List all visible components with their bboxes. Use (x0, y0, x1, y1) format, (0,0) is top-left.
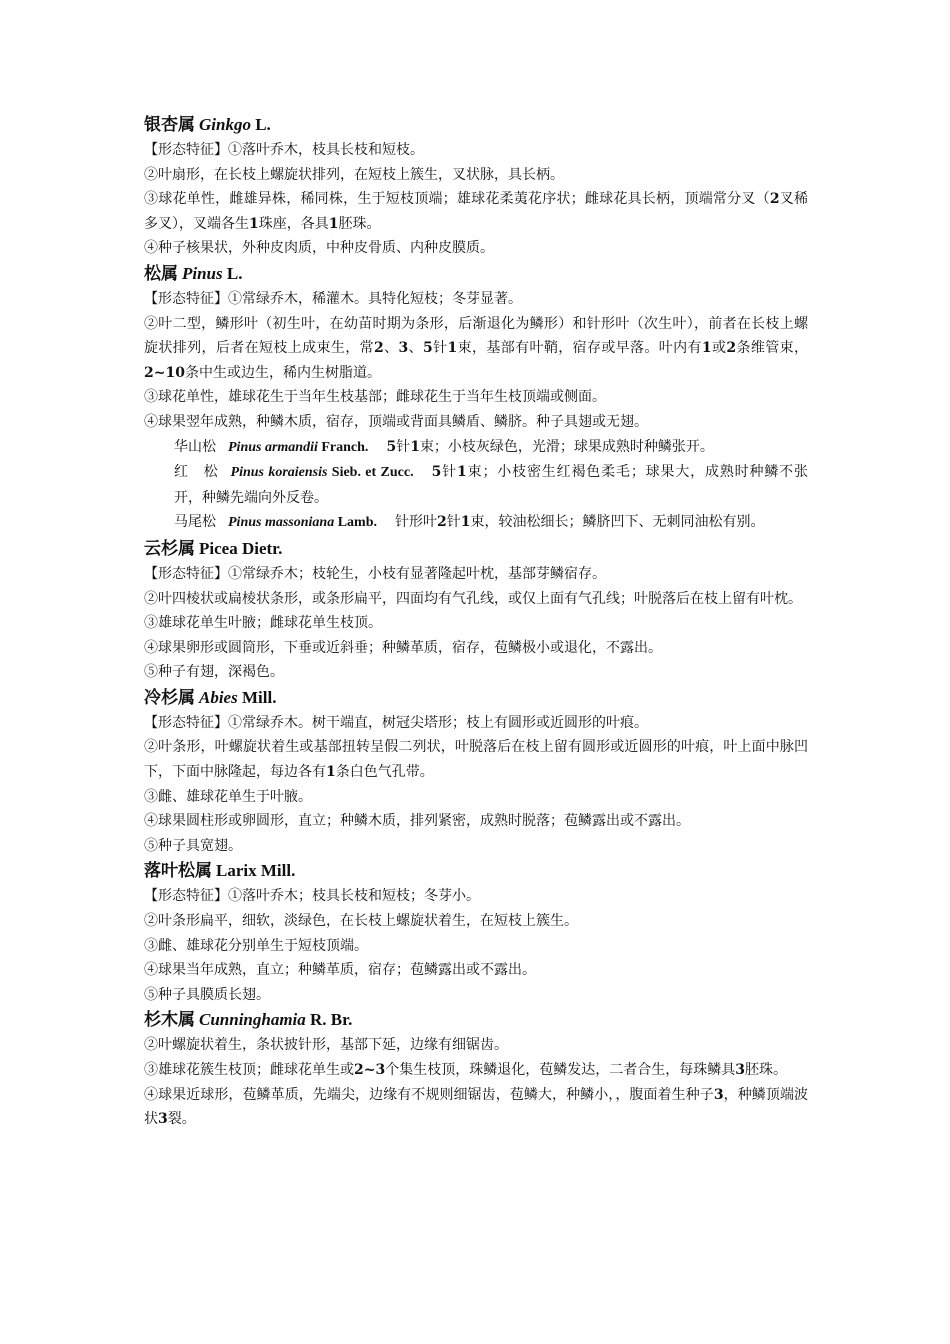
species-name-latin: Pinus massoniana Lamb. (228, 515, 378, 531)
species-description: 5针1束；小枝灰绿色，光滑；球果成熟时种鳞张开。 (386, 438, 714, 455)
genus-heading (144, 261, 808, 287)
species-description: 针形叶2针1束，较油松细长；鳞脐凹下、无刺同油松有别。 (395, 514, 765, 531)
trait-paragraph: ②叶螺旋状着生，条状披针形，基部下延，边缘有细锯齿。 (144, 1037, 508, 1054)
genus-heading (144, 112, 808, 138)
genus-heading (144, 1007, 808, 1033)
trait-paragraph: ②叶条形扁平，细软，淡绿色，在长枝上螺旋状着生，在短枝上簇生。 (144, 913, 578, 930)
genus-name-cn: 冷杉属 (144, 687, 195, 708)
trait-paragraph: ④球果翌年成熟，种鳞木质，宿存，顶端或背面具鳞盾、鳞脐。种子具翅或无翅。 (144, 413, 648, 430)
species-name-latin: Pinus armandii Franch. (228, 439, 369, 455)
trait-paragraph: ④种子核果状，外种皮肉质，中种皮骨质、内种皮膜质。 (144, 240, 494, 257)
genus-name-cn: 云杉属 (144, 538, 195, 559)
genus-name-cn: 银杏属 (144, 115, 195, 135)
species-name-latin: Pinus koraiensis Sieb. et Zucc. (230, 465, 414, 481)
genus-name-latin: Cunninghamia R. Br. (199, 1010, 353, 1030)
species-name-cn: 红 松 (174, 464, 219, 481)
trait-paragraph: ③球花单性，雌雄异株，稀同株，生于短枝顶端；雄球花柔荑花序状；雌球花具长柄，顶端常分叉（2叉稀多叉），叉端各生1珠座，各具1胚珠。 (144, 191, 809, 232)
trait-paragraph: ④球果卵形或圆筒形，下垂或近斜垂；种鳞革质，宿存，苞鳞极小或退化，不露出。 (144, 639, 662, 656)
species-entry (174, 435, 808, 461)
trait-paragraph: ④球果圆柱形或卵圆形，直立；种鳞木质，排列紧密，成熟时脱落；苞鳞露出或不露出。 (144, 813, 690, 830)
trait-paragraph: ③雄球花簇生枝顶；雌球花单生或2~3个集生枝顶，珠鳞退化，苞鳞发达，二者合生，每珠鳞具3胚珠。 (144, 1062, 787, 1078)
genus-heading (144, 536, 808, 562)
trait-paragraph: ③雌、雄球花单生于叶腋。 (144, 788, 312, 805)
trait-paragraph: ②叶四棱状或扁棱状条形，或条形扁平，四面均有气孔线，或仅上面有气孔线；叶脱落后在枝上留有叶枕。 (144, 590, 802, 607)
trait-paragraph: ③雌、雄球花分别单生于短枝顶端。 (144, 937, 368, 954)
document-page (144, 112, 808, 1132)
species-name-cn: 华山松 (174, 438, 216, 455)
trait-paragraph: ②叶条形，叶螺旋状着生或基部扭转呈假二列状，叶脱落后在枝上留有圆形或近圆形的叶痕，叶上面中脉凹下，下面中脉隆起，每边各有1条白色气孔带。 (144, 739, 808, 781)
genus-name-latin: Pinus L. (182, 263, 243, 283)
genus-name-latin: Picea Dietr. (199, 538, 283, 558)
trait-paragraph: 【形态特征】①常绿乔木，稀灌木。具特化短枝；冬芽显著。 (144, 290, 522, 307)
genus-name-cn: 松属 (144, 263, 178, 284)
genus-name-latin: Larix Mill. (216, 861, 296, 881)
genus-name-latin: Abies Mill. (199, 687, 277, 707)
trait-paragraph: ④球果当年成熟，直立；种鳞革质，宿存；苞鳞露出或不露出。 (144, 962, 536, 979)
species-entry (174, 510, 808, 536)
species-description: 5针1束；小枝密生红褐色柔毛；球果大，成熟时种鳞不张开，种鳞先端向外反卷。 (174, 464, 809, 506)
trait-paragraph: ③雄球花单生叶腋；雌球花单生枝顶。 (144, 615, 382, 632)
trait-paragraph: ②叶扇形，在长枝上螺旋状排列，在短枝上簇生，叉状脉，具长柄。 (144, 166, 564, 183)
trait-paragraph: ④球果近球形，苞鳞革质，先端尖，边缘有不规则细锯齿，苞鳞大，种鳞小，，腹面着生种子3，种鳞顶端波状3裂。 (144, 1086, 809, 1128)
species-name-cn: 马尾松 (174, 514, 216, 531)
genus-name-cn: 落叶松属 (144, 861, 212, 882)
genus-heading (144, 858, 808, 884)
trait-paragraph: 【形态特征】①落叶乔木；枝具长枝和短枝；冬芽小。 (144, 888, 480, 905)
trait-paragraph: ②叶二型，鳞形叶（初生叶，在幼苗时期为条形，后渐退化为鳞形）和针形叶（次生叶），前者在长枝上螺旋状排列，后者在短枝上成束生，常2、3、5针1束，基部有叶鞘，宿存或早落。叶内有1或2条维管束，2~10条中生或边生，稀内生树脂道。 (144, 315, 809, 381)
genus-heading (144, 685, 808, 711)
trait-paragraph: ⑤种子有翅，深褐色。 (144, 664, 284, 681)
genus-name-latin: Ginkgo L. (199, 115, 271, 134)
trait-paragraph: 【形态特征】①落叶乔木，枝具长枝和短枝。 (144, 142, 424, 158)
trait-paragraph: 【形态特征】①常绿乔木。树干端直，树冠尖塔形；枝上有圆形或近圆形的叶痕。 (144, 714, 648, 731)
trait-paragraph: ⑤种子具宽翅。 (144, 837, 242, 854)
trait-paragraph: ③球花单性，雄球花生于当年生枝基部；雌球花生于当年生枝顶端或侧面。 (144, 389, 606, 406)
trait-paragraph: ⑤种子具膜质长翅。 (144, 986, 270, 1003)
trait-paragraph: 【形态特征】①常绿乔木；枝轮生，小枝有显著隆起叶枕，基部芽鳞宿存。 (144, 565, 606, 582)
species-entry (174, 460, 808, 510)
genus-name-cn: 杉木属 (144, 1010, 195, 1031)
